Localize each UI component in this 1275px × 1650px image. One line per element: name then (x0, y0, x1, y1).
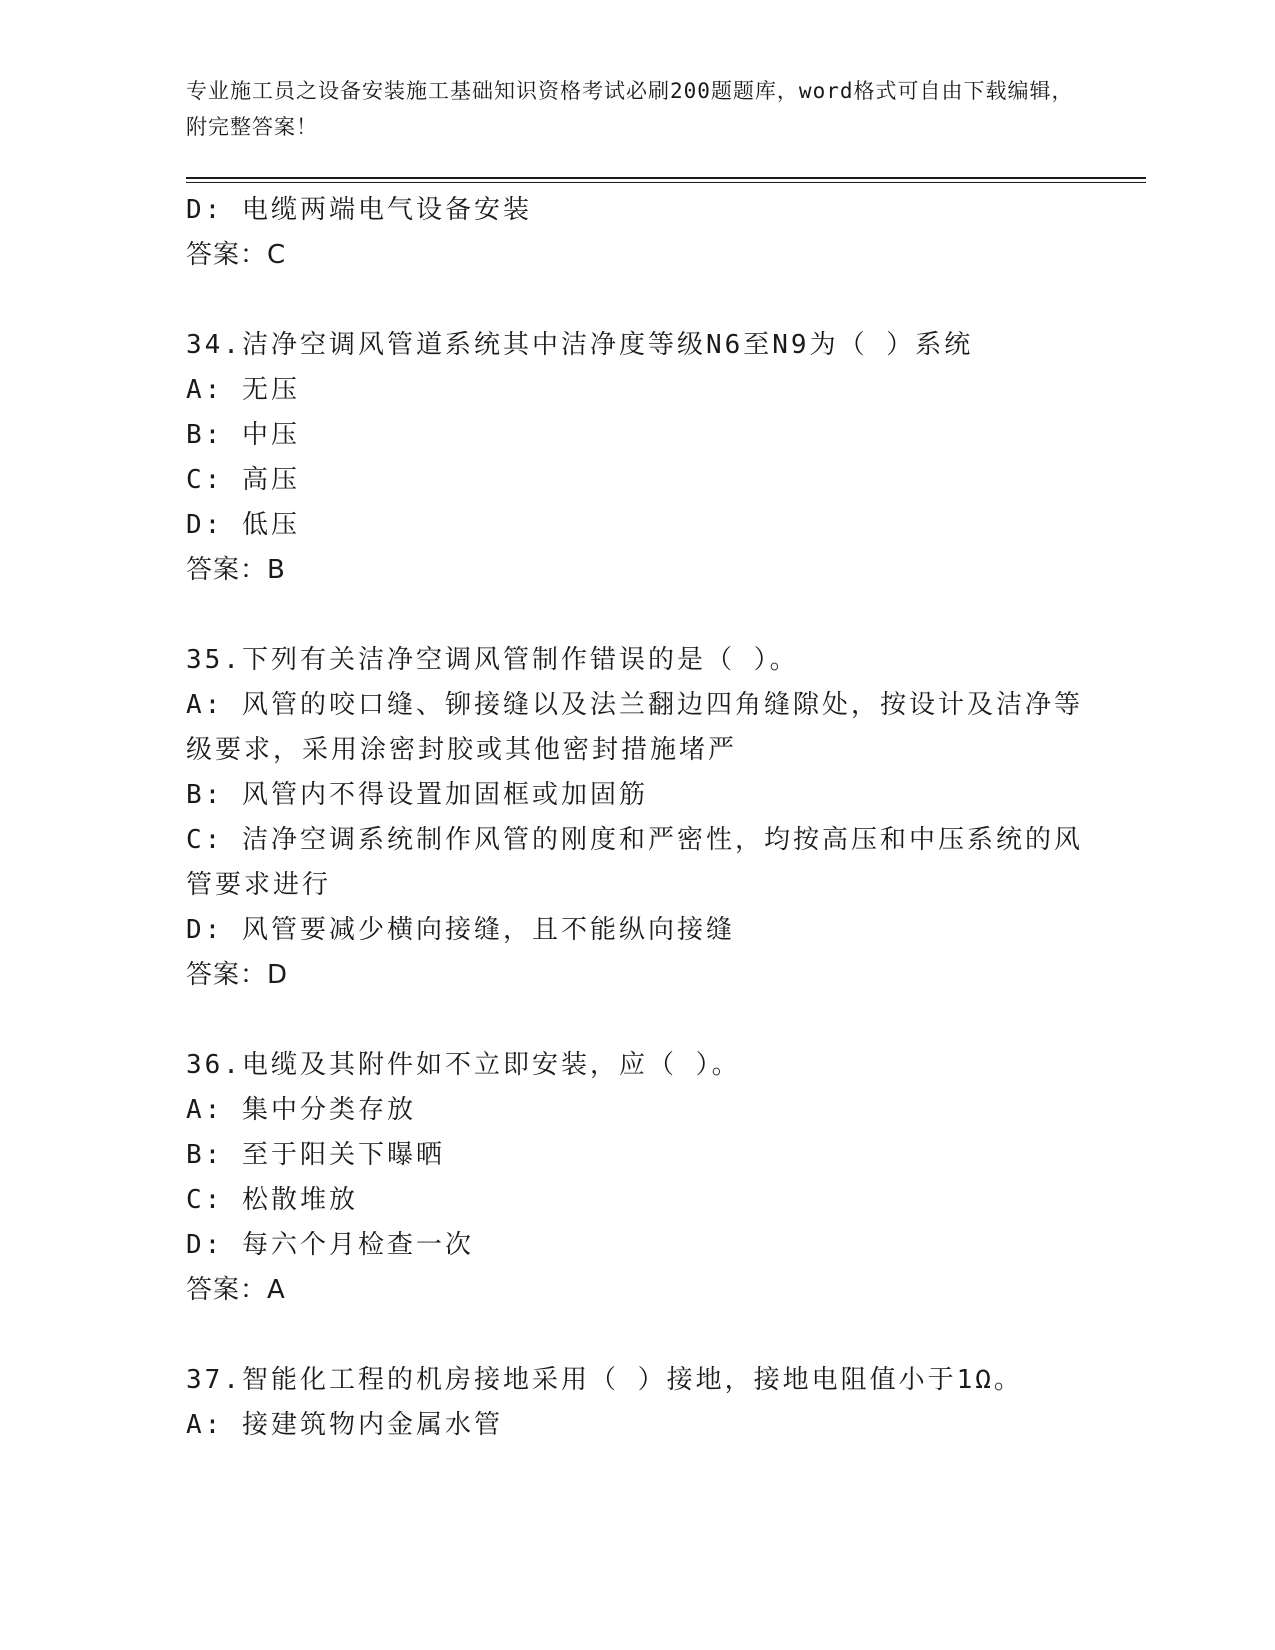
answer: 答案：B (186, 555, 286, 585)
spacer (186, 278, 1086, 323)
spacer (186, 998, 1086, 1043)
option-c: C: 松散堆放 (186, 1185, 358, 1215)
option-a: A: 风管的咬口缝、铆接缝以及法兰翻边四角缝隙处，按设计及洁净等级要求，采用涂密封胶或其他密封措施堵严 (186, 690, 1083, 765)
option-d: D: 风管要减少横向接缝，且不能纵向接缝 (186, 915, 735, 945)
option-b: B: 风管内不得设置加固框或加固筋 (186, 780, 648, 810)
answer: 答案：A (186, 1275, 286, 1305)
spacer (186, 1313, 1086, 1358)
spacer (186, 593, 1086, 638)
header-rule-thin (186, 182, 1146, 183)
option-a: A: 无压 (186, 375, 300, 405)
option-d: D: 低压 (186, 510, 300, 540)
header-rule-thick (186, 177, 1146, 179)
option-a: A: 集中分类存放 (186, 1095, 416, 1125)
question-stem: 36.电缆及其附件如不立即安装，应（ ）。 (186, 1050, 741, 1080)
answer: 答案：D (186, 960, 289, 990)
option-d: D: 电缆两端电气设备安装 (186, 195, 532, 225)
option-a: A: 接建筑物内金属水管 (186, 1410, 503, 1440)
option-c: C: 洁净空调系统制作风管的刚度和严密性，均按高压和中压系统的风管要求进行 (186, 825, 1083, 900)
option-b: B: 至于阳关下曝晒 (186, 1140, 445, 1170)
option-d: D: 每六个月检查一次 (186, 1230, 474, 1260)
option-c: C: 高压 (186, 465, 300, 495)
document-body (186, 188, 1086, 1448)
question-stem: 35.下列有关洁净空调风管制作错误的是（ ）。 (186, 645, 799, 675)
option-b: B: 中压 (186, 420, 300, 450)
answer: 答案：C (186, 240, 287, 270)
question-stem: 34.洁净空调风管道系统其中洁净度等级N6至N9为（ ）系统 (186, 330, 974, 360)
question-stem: 37.智能化工程的机房接地采用（ ）接地，接地电阻值小于1Ω。 (186, 1365, 1023, 1395)
document-header: 专业施工员之设备安装施工基础知识资格考试必刷200题题库，word格式可自由下载编辑，附完整答案！ (186, 79, 1074, 139)
